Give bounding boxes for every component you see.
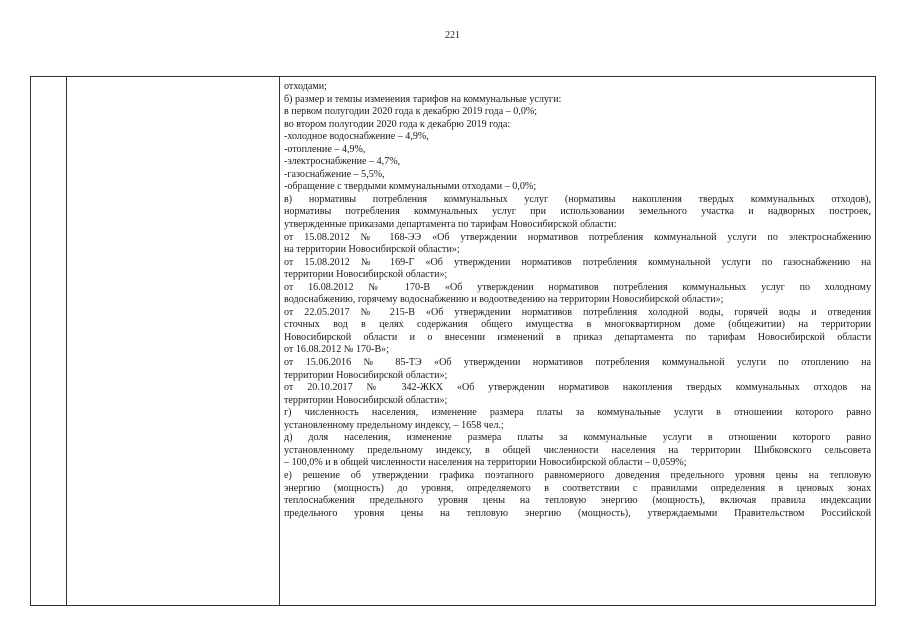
text-line: от 16.08.2012 № 170-В»; [284,344,390,356]
text-line: -газоснабжение – 5,5%, [284,168,385,180]
text-line: д) доля населения, изменение размера платы за коммунальные услуги в отношении которого равно [284,432,871,444]
text-line: Новосибирской области и о внесении изменений в приказ департамента по тарифам Новосибирской области [284,331,871,343]
text-line: теплоснабжения предельного уровня цены на тепловую энергию (мощность), включая правила индексации [284,495,871,507]
text-line: – 100,0% и в общей численности населения на территории Новосибирской области – 0,059%; [284,457,687,469]
document-table [30,76,876,606]
page-number: 221 [445,30,460,41]
text-line: г) численность населения, изменение размера платы за коммунальные услуги в отношении которого равно [284,407,871,419]
text-line: от 15.08.2012 № 168-ЭЭ «Об утверждении нормативов потребления коммунальной услуги по электроснабжению [284,231,871,243]
text-line: энергию (мощность) до уровня, определяемого в соответствии с правилами определения в ценовых зонах [284,482,871,494]
table-column-number [31,77,67,605]
text-line: на территории Новосибирской области»; [284,244,460,256]
text-line: -электроснабжение – 4,7%, [284,156,401,168]
text-line: установленному предельному индексу, – 1658 чел.; [284,419,504,431]
text-line: территории Новосибирской области»; [284,269,448,281]
text-line: во втором полугодии 2020 года к декабрю 2019 года: [284,118,511,130]
text-line: от 15.08.2012 № 169-Г «Об утверждении нормативов потребления коммунальной услуги по газоснабжению на [284,256,871,268]
table-column-text [280,77,875,605]
text-line: предельного уровня цены на тепловую энергию (мощность), утверждаемыми Правительством Российской [284,507,871,519]
text-line: сточных вод в целях содержания общего имущества в многоквартирном доме (общежитии) на территории [284,319,871,331]
text-line: -обращение с твердыми коммунальными отходами – 0,0%; [284,181,537,193]
text-line: от 15.06.2016 № 85-ТЭ «Об утверждении нормативов потребления коммунальной услуги по отоплению на [284,357,871,369]
text-line: в) нормативы потребления коммунальных услуг (нормативы накопления твердых коммунальных отходов), [284,193,871,205]
text-line: установленному предельному индексу, в общей численности населения на территории Шибковского сельсовета [284,444,871,456]
text-line: в первом полугодии 2020 года к декабрю 2019 года – 0,0%; [284,106,538,118]
text-line: от 20.10.2017 № 342-ЖКХ «Об утверждении нормативов накопления твердых коммунальных отходов на [284,382,871,394]
text-line: территории Новосибирской области»; [284,369,448,381]
text-line: утвержденные приказами департамента по тарифам Новосибирской области: [284,219,617,231]
text-line: -отопление – 4,9%, [284,143,366,155]
text-line: нормативы потребления коммунальных услуг при использовании земельного участка и надворных построек, [284,206,871,218]
text-line: отходами; [284,81,327,92]
text-line: -холодное водоснабжение – 4,9%, [284,131,429,143]
text-line: е) решение об утверждении графика поэтапного равномерного доведения предельного уровня цены на тепловую [284,469,871,481]
text-line: от 22.05.2017 № 215-В «Об утверждении нормативов потребления холодной воды, горячей воды и отведения [284,306,871,318]
table-column-name [67,77,280,605]
text-line: б) размер и темпы изменения тарифов на коммунальные услуги: [284,93,562,105]
text-line: территории Новосибирской области»; [284,394,448,406]
text-line: водоснабжению, горячему водоснабжению и водоотведению на территории Новосибирской области»; [284,294,724,306]
text-line: от 16.08.2012 № 170-В «Об утверждении нормативов потребления коммунальных услуг по холодному [284,281,871,293]
